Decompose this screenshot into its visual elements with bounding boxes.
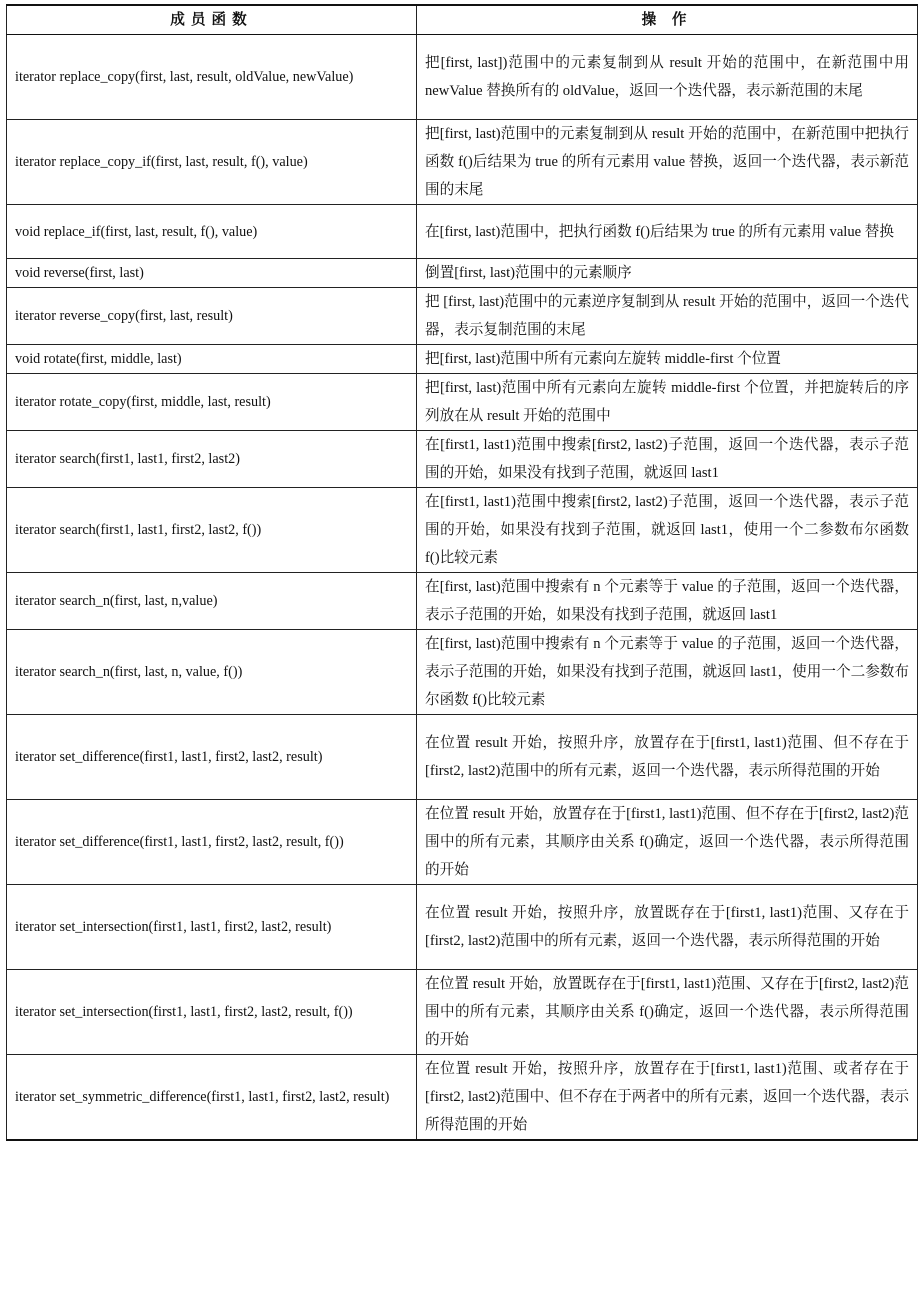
function-signature: iterator reverse_copy(first, last, result) — [7, 288, 417, 345]
table-row — [7, 970, 918, 1055]
function-signature: iterator rotate_copy(first, middle, last, result) — [7, 374, 417, 431]
operation-description: 把[first, last)范围中所有元素向左旋转 middle-first 个位置，并把旋转后的序列放在从 result 开始的范围中 — [417, 374, 918, 431]
operation-description: 在[first, last)范围中，把执行函数 f()后结果为 true 的所有元素用 value 替换 — [417, 205, 918, 259]
function-signature: iterator set_intersection(first1, last1, first2, last2, result) — [7, 885, 417, 970]
function-signature: iterator replace_copy_if(first, last, result, f(), value) — [7, 120, 417, 205]
table-header-row — [7, 5, 918, 35]
function-signature: void reverse(first, last) — [7, 259, 417, 288]
operation-description: 倒置[first, last)范围中的元素顺序 — [417, 259, 918, 288]
table-row — [7, 488, 918, 573]
operation-description: 在[first, last)范围中搜索有 n 个元素等于 value 的子范围，返回一个迭代器，表示子范围的开始，如果没有找到子范围，就返回 last1，使用一个二参数布尔函数 f()比较元素 — [417, 630, 918, 715]
operation-description: 在[first, last)范围中搜索有 n 个元素等于 value 的子范围，返回一个迭代器，表示子范围的开始，如果没有找到子范围，就返回 last1 — [417, 573, 918, 630]
table-row — [7, 205, 918, 259]
operation-description: 在位置 result 开始，按照升序，放置既存在于[first1, last1)范围、又存在于[first2, last2)范围中的所有元素，返回一个迭代器，表示所得范围的开始 — [417, 885, 918, 970]
function-signature: iterator search_n(first, last, n,value) — [7, 573, 417, 630]
function-signature: iterator set_difference(first1, last1, first2, last2, result, f()) — [7, 800, 417, 885]
table-row — [7, 431, 918, 488]
function-signature: iterator set_symmetric_difference(first1, last1, first2, last2, result) — [7, 1055, 417, 1141]
function-signature: iterator replace_copy(first, last, result, oldValue, newValue) — [7, 35, 417, 120]
table-row — [7, 1055, 918, 1141]
operation-description: 把 [first, last)范围中的元素逆序复制到从 result 开始的范围中，返回一个迭代器，表示复制范围的末尾 — [417, 288, 918, 345]
operation-description: 在[first1, last1)范围中搜索[first2, last2)子范围，返回一个迭代器，表示子范围的开始，如果没有找到子范围，就返回 last1 — [417, 431, 918, 488]
operation-description: 在[first1, last1)范围中搜索[first2, last2)子范围，返回一个迭代器，表示子范围的开始，如果没有找到子范围，就返回 last1，使用一个二参数布尔函数 f()比较元素 — [417, 488, 918, 573]
table-row — [7, 715, 918, 800]
function-signature: iterator set_difference(first1, last1, first2, last2, result) — [7, 715, 417, 800]
function-signature: iterator set_intersection(first1, last1, first2, last2, result, f()) — [7, 970, 417, 1055]
table-row — [7, 800, 918, 885]
table-row — [7, 345, 918, 374]
table-row — [7, 35, 918, 120]
operation-description: 在位置 result 开始，按照升序，放置存在于[first1, last1)范围、或者存在于[first2, last2)范围中、但不存在于两者中的所有元素，返回一个迭代器，表示所得范围的开始 — [417, 1055, 918, 1141]
table-row — [7, 885, 918, 970]
table-row — [7, 120, 918, 205]
function-signature: iterator search(first1, last1, first2, last2, f()) — [7, 488, 417, 573]
table-row — [7, 259, 918, 288]
operation-description: 在位置 result 开始，放置既存在于[first1, last1)范围、又存在于[first2, last2)范围中的所有元素，其顺序由关系 f()确定，返回一个迭代器，表示所得范围的开始 — [417, 970, 918, 1055]
table-row — [7, 573, 918, 630]
function-signature: void rotate(first, middle, last) — [7, 345, 417, 374]
table-row — [7, 374, 918, 431]
header-operation: 操 作 — [417, 5, 918, 35]
operation-description: 在位置 result 开始，按照升序，放置存在于[first1, last1)范围、但不存在于[first2, last2)范围中的所有元素，返回一个迭代器，表示所得范围的开始 — [417, 715, 918, 800]
function-signature: iterator search(first1, last1, first2, last2) — [7, 431, 417, 488]
operation-description: 把[first, last)范围中的元素复制到从 result 开始的范围中，在新范围中把执行函数 f()后结果为 true 的所有元素用 value 替换，返回一个迭代器，表示新范围的末尾 — [417, 120, 918, 205]
operation-description: 把[first, last])范围中的元素复制到从 result 开始的范围中，在新范围中用 newValue 替换所有的 oldValue，返回一个迭代器，表示新范围的末尾 — [417, 35, 918, 120]
header-member-function: 成员函数 — [7, 5, 417, 35]
table-row — [7, 288, 918, 345]
operation-description: 把[first, last)范围中所有元素向左旋转 middle-first 个位置 — [417, 345, 918, 374]
function-signature: iterator search_n(first, last, n, value, f()) — [7, 630, 417, 715]
operation-description: 在位置 result 开始，放置存在于[first1, last1)范围、但不存在于[first2, last2)范围中的所有元素，其顺序由关系 f()确定，返回一个迭代器，表示所得范围的开始 — [417, 800, 918, 885]
function-signature: void replace_if(first, last, result, f(), value) — [7, 205, 417, 259]
member-function-table — [6, 4, 918, 1141]
table-row — [7, 630, 918, 715]
